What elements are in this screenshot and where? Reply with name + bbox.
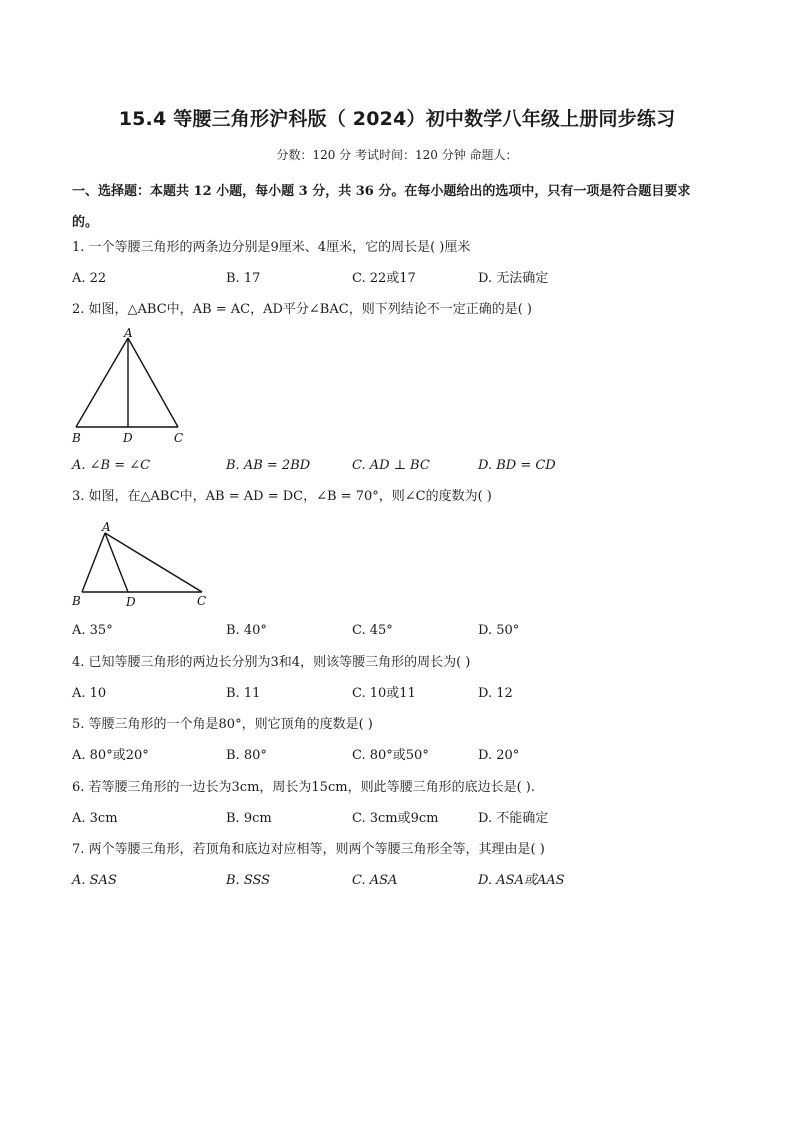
option-b[interactable]: B. SSS [226, 873, 271, 888]
vertex-label-a: A [102, 520, 111, 534]
segment-ab [76, 338, 128, 427]
question-6-stem: 6. 若等腰三角形的一边长为3cm，周长为15cm，则此等腰三角形的底边长是( ). [72, 780, 535, 795]
exam-info: 分数：120 分 考试时间：120 分钟 命题人： [276, 148, 518, 162]
section-heading-line1: 一、选择题：本题共 12 小题，每小题 3 分，共 36 分。在每小题给出的选项中，只有一项是符合题目要求 [72, 184, 691, 199]
option-a[interactable]: A. SAS [72, 873, 117, 888]
option-c[interactable]: C. AD ⊥ BC [352, 458, 430, 473]
question-4-stem: 4. 已知等腰三角形的两边长分别为3和4，则该等腰三角形的周长为( ) [72, 655, 471, 670]
option-a[interactable]: A. 80°或20° [72, 748, 149, 763]
option-b[interactable]: B. 11 [226, 686, 261, 701]
option-d[interactable]: D. 无法确定 [478, 271, 549, 286]
segment-ad [105, 533, 128, 592]
option-d[interactable]: D. 20° [478, 748, 520, 763]
option-c[interactable]: C. 80°或50° [352, 748, 429, 763]
question-2-stem: 2. 如图，△ABC中，AB = AC，AD平分∠BAC，则下列结论不一定正确的是( ) [72, 302, 532, 317]
segment-ac [105, 533, 202, 592]
segment-ac [128, 338, 178, 427]
option-b[interactable]: B. 9cm [226, 811, 272, 826]
question-5-stem: 5. 等腰三角形的一个角是80°，则它顶角的度数是( ) [72, 717, 373, 732]
option-b[interactable]: B. 17 [226, 271, 261, 286]
option-b[interactable]: B. 80° [226, 748, 267, 763]
vertex-label-d: D [126, 595, 136, 609]
option-d[interactable]: D. ASA或AAS [478, 873, 565, 888]
segment-ab [82, 533, 105, 592]
option-c[interactable]: C. 45° [352, 623, 393, 638]
section-heading-line2: 的。 [72, 215, 99, 230]
page-title: 15.4 等腰三角形沪科版（ 2024）初中数学八年级上册同步练习 [118, 108, 676, 130]
option-d[interactable]: D. 不能确定 [478, 811, 549, 826]
option-a[interactable]: A. 35° [72, 623, 113, 638]
option-d[interactable]: D. BD = CD [478, 458, 556, 473]
option-c[interactable]: C. ASA [352, 873, 398, 888]
option-a[interactable]: A. 10 [72, 686, 107, 701]
vertex-label-a: A [124, 326, 133, 340]
question-7-stem: 7. 两个等腰三角形，若顶角和底边对应相等，则两个等腰三角形全等，其理由是( ) [72, 842, 545, 857]
option-d[interactable]: D. 12 [478, 686, 513, 701]
option-a[interactable]: A. 22 [72, 271, 107, 286]
question-1-stem: 1. 一个等腰三角形的两条边分别是9厘米、4厘米，它的周长是( )厘米 [72, 240, 471, 255]
section-heading [72, 176, 732, 238]
option-b[interactable]: B. 40° [226, 623, 267, 638]
question-3-figure [70, 518, 215, 610]
option-c[interactable]: C. 10或11 [352, 686, 416, 701]
option-c[interactable]: C. 3cm或9cm [352, 811, 439, 826]
option-a[interactable]: A. 3cm [72, 811, 118, 826]
vertex-label-d: D [123, 431, 133, 445]
vertex-label-b: B [72, 594, 81, 608]
option-c[interactable]: C. 22或17 [352, 271, 416, 286]
vertex-label-c: C [174, 431, 184, 445]
vertex-label-b: B [72, 431, 81, 445]
option-b[interactable]: B. AB = 2BD [226, 458, 311, 473]
vertex-label-c: C [197, 594, 207, 608]
question-2-figure [70, 328, 195, 448]
question-3-stem: 3. 如图，在△ABC中，AB = AD = DC，∠B = 70°，则∠C的度数为( ) [72, 489, 492, 504]
option-d[interactable]: D. 50° [478, 623, 520, 638]
option-a[interactable]: A. ∠B = ∠C [72, 458, 151, 473]
